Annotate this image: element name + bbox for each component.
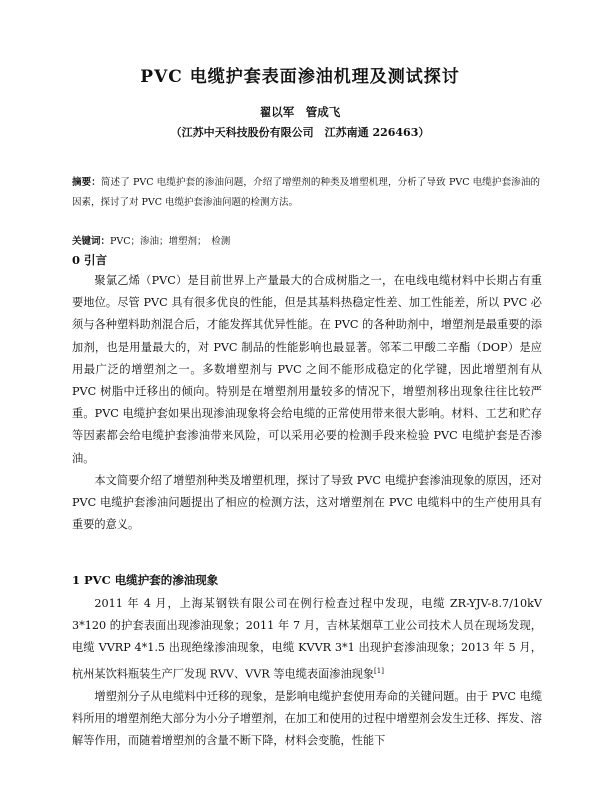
keywords	[72, 233, 540, 247]
paragraph	[72, 593, 542, 686]
paper-affiliation: （江苏中天科技股份有限公司 江苏南通 226463）	[170, 126, 430, 139]
section-intro-body	[72, 270, 542, 536]
citation-ref: [1]	[374, 666, 384, 675]
keywords-label: 关键词：	[72, 236, 111, 247]
paper-title: PVC 电缆护套表面渗油机理及测试探讨	[140, 67, 460, 87]
paper-authors: 翟以军 管成飞	[259, 105, 341, 119]
abstract-label: 摘要：	[72, 177, 101, 188]
paragraph: 聚氯乙烯（PVC）是目前世界上产量最大的合成树脂之一，在电线电缆材料中长期占有重要地位。尽管 PVC 具有很多优良的性能，但是其基料热稳定性差、加工性能差，所以 PVC 必须与各种塑料助剂混合后，才能发挥其优异性能。在 PVC 的各种助剂中，增塑剂是最重要的添加剂，也是用量最大的，对 PVC 制品的性能影响也最显著。邻苯二甲酸二辛酯（DOP）是应用最广泛的增塑剂之一。多数增塑剂与 PVC 之间不能形成稳定的化学键，因此增塑剂有从 PVC 树脂中迁移出的倾向。特别是在增塑剂用量较多的情况下，增塑剂移出现象往往比较严重。PVC 电缆护套如果出现渗油现象将会给电缆的正常使用带来很大影响。材料、工艺和贮存等因素都会给电缆护套渗油带来风险，可以采用必要的检测手段来检验 PVC 电缆护套是否渗油。	[72, 274, 542, 465]
paragraph: 本文简要介绍了增塑剂种类及增塑机理，探讨了导致 PVC 电缆护套渗油现象的原因，还对 PVC 电缆护套渗油问题提出了相应的检测方法，这对增塑剂在 PVC 电缆料中的生产使用具有重要的意义。	[72, 473, 542, 532]
keywords-text: PVC；渗油；增塑剂； 检测	[110, 236, 231, 247]
abstract	[72, 173, 540, 213]
paragraph-text: 2011 年 4 月，上海某钢铁有限公司在例行检查过程中发现，电缆 ZR-YJV-8.7/10kV 3*120 的护套表面出现渗油现象；2011 年 7 月，吉林某烟草工业公司技术人员在现场发现，电缆 VVRP 4*1.5 出现绝缘渗油现象，电缆 KVVR 3*1 出现护套渗油现象；2013 年 5 月，杭州某饮料瓶装生产厂发现 RVV、VVR 等电缆表面渗油现象	[72, 597, 542, 681]
section-heading-1: 1 PVC 电缆护套的渗油现象	[72, 573, 219, 587]
section-1-body	[72, 593, 542, 752]
abstract-text: 简述了 PVC 电缆护套的渗油问题，介绍了增塑剂的种类及增塑机理，分析了导致 PVC 电缆护套渗油的因素，探讨了对 PVC 电缆护套渗油问题的检测方法。	[72, 177, 540, 208]
section-heading-intro: 0 引言	[72, 253, 108, 267]
paragraph: 增塑剂分子从电缆料中迁移的现象，是影响电缆护套使用寿命的关键问题。由于 PVC 电缆料所用的增塑剂绝大部分为小分子增塑剂，在加工和使用的过程中增塑剂会发生迁移、挥发、溶解等作用，而随着增塑剂的含量不断下降，材料会变脆，性能下	[72, 689, 542, 747]
